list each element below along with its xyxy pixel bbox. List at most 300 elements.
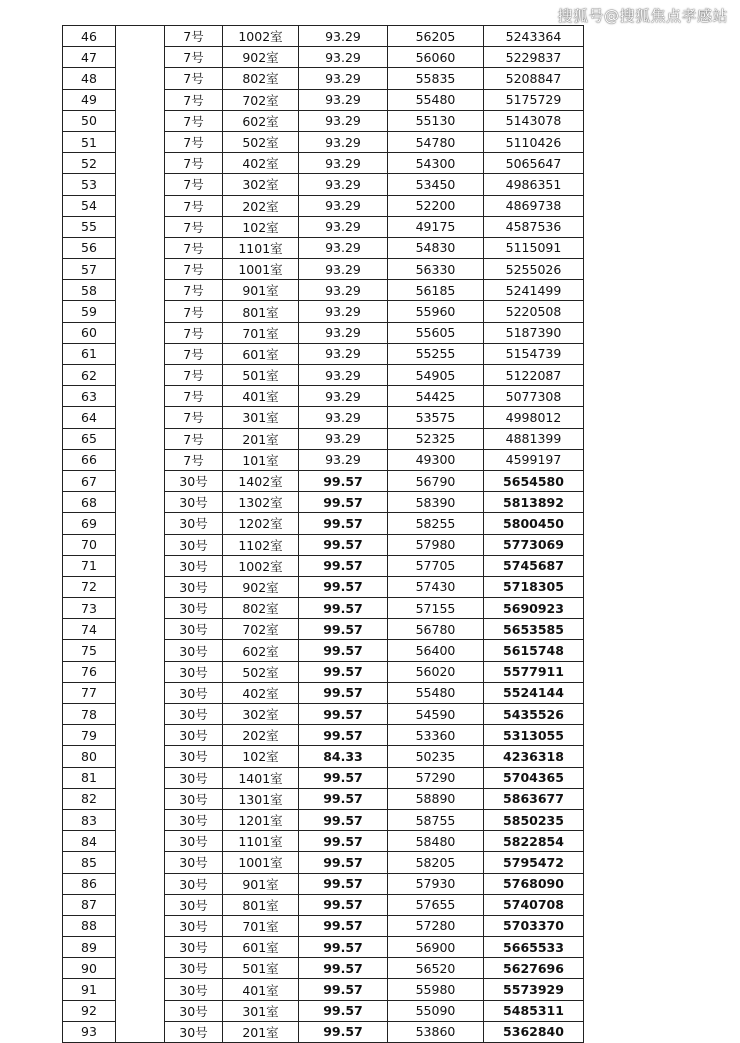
unit-price-cell: 55480 bbox=[388, 682, 484, 703]
table-row bbox=[63, 640, 584, 661]
gap-cell bbox=[116, 958, 165, 979]
gap-cell bbox=[116, 68, 165, 89]
room-cell: 302室 bbox=[223, 174, 299, 195]
area-cell: 99.57 bbox=[299, 937, 388, 958]
room-cell: 702室 bbox=[223, 89, 299, 110]
room-cell: 602室 bbox=[223, 640, 299, 661]
row-number-cell: 69 bbox=[63, 513, 116, 534]
building-cell: 30号 bbox=[165, 958, 223, 979]
total-price-cell: 5863677 bbox=[484, 788, 584, 809]
room-cell: 901室 bbox=[223, 873, 299, 894]
building-cell: 7号 bbox=[165, 26, 223, 47]
unit-price-cell: 56060 bbox=[388, 47, 484, 68]
total-price-cell: 5850235 bbox=[484, 809, 584, 830]
total-price-cell: 5627696 bbox=[484, 958, 584, 979]
room-cell: 1002室 bbox=[223, 555, 299, 576]
unit-price-cell: 55255 bbox=[388, 343, 484, 364]
building-cell: 30号 bbox=[165, 915, 223, 936]
unit-price-cell: 57430 bbox=[388, 576, 484, 597]
table-row bbox=[63, 407, 584, 428]
room-cell: 501室 bbox=[223, 958, 299, 979]
table-row bbox=[63, 915, 584, 936]
total-price-cell: 5077308 bbox=[484, 386, 584, 407]
gap-cell bbox=[116, 534, 165, 555]
unit-price-cell: 55835 bbox=[388, 68, 484, 89]
room-cell: 802室 bbox=[223, 598, 299, 619]
area-cell: 99.57 bbox=[299, 661, 388, 682]
unit-price-cell: 53360 bbox=[388, 725, 484, 746]
gap-cell bbox=[116, 343, 165, 364]
room-cell: 502室 bbox=[223, 131, 299, 152]
total-price-cell: 5524144 bbox=[484, 682, 584, 703]
row-number-cell: 72 bbox=[63, 576, 116, 597]
gap-cell bbox=[116, 788, 165, 809]
unit-price-cell: 57930 bbox=[388, 873, 484, 894]
table-row bbox=[63, 873, 584, 894]
area-cell: 99.57 bbox=[299, 640, 388, 661]
row-number-cell: 67 bbox=[63, 470, 116, 491]
row-number-cell: 86 bbox=[63, 873, 116, 894]
building-cell: 7号 bbox=[165, 322, 223, 343]
unit-price-cell: 58755 bbox=[388, 809, 484, 830]
unit-price-cell: 50235 bbox=[388, 746, 484, 767]
room-cell: 201室 bbox=[223, 428, 299, 449]
price-list-body bbox=[63, 26, 584, 1043]
table-row bbox=[63, 195, 584, 216]
table-row bbox=[63, 26, 584, 47]
building-cell: 30号 bbox=[165, 831, 223, 852]
unit-price-cell: 54425 bbox=[388, 386, 484, 407]
area-cell: 99.57 bbox=[299, 788, 388, 809]
row-number-cell: 79 bbox=[63, 725, 116, 746]
area-cell: 99.57 bbox=[299, 725, 388, 746]
table-row bbox=[63, 619, 584, 640]
gap-cell bbox=[116, 259, 165, 280]
area-cell: 99.57 bbox=[299, 852, 388, 873]
unit-price-cell: 56400 bbox=[388, 640, 484, 661]
table-row bbox=[63, 958, 584, 979]
gap-cell bbox=[116, 831, 165, 852]
area-cell: 99.57 bbox=[299, 1000, 388, 1021]
source-watermark: 搜狐号@搜狐焦点孝感站 bbox=[557, 7, 728, 25]
row-number-cell: 81 bbox=[63, 767, 116, 788]
building-cell: 30号 bbox=[165, 598, 223, 619]
gap-cell bbox=[116, 682, 165, 703]
unit-price-cell: 56205 bbox=[388, 26, 484, 47]
row-number-cell: 54 bbox=[63, 195, 116, 216]
room-cell: 101室 bbox=[223, 449, 299, 470]
building-cell: 30号 bbox=[165, 852, 223, 873]
area-cell: 93.29 bbox=[299, 259, 388, 280]
unit-price-cell: 54905 bbox=[388, 365, 484, 386]
table-row bbox=[63, 513, 584, 534]
unit-price-cell: 55090 bbox=[388, 1000, 484, 1021]
gap-cell bbox=[116, 598, 165, 619]
total-price-cell: 5718305 bbox=[484, 576, 584, 597]
building-cell: 7号 bbox=[165, 449, 223, 470]
total-price-cell: 5122087 bbox=[484, 365, 584, 386]
unit-price-cell: 55130 bbox=[388, 110, 484, 131]
total-price-cell: 5813892 bbox=[484, 492, 584, 513]
total-price-cell: 5795472 bbox=[484, 852, 584, 873]
table-row bbox=[63, 788, 584, 809]
gap-cell bbox=[116, 492, 165, 513]
row-number-cell: 88 bbox=[63, 915, 116, 936]
room-cell: 1301室 bbox=[223, 788, 299, 809]
room-cell: 1102室 bbox=[223, 534, 299, 555]
table-row bbox=[63, 470, 584, 491]
building-cell: 7号 bbox=[165, 280, 223, 301]
area-cell: 99.57 bbox=[299, 576, 388, 597]
gap-cell bbox=[116, 195, 165, 216]
room-cell: 701室 bbox=[223, 322, 299, 343]
area-cell: 99.57 bbox=[299, 915, 388, 936]
row-number-cell: 73 bbox=[63, 598, 116, 619]
total-price-cell: 5615748 bbox=[484, 640, 584, 661]
area-cell: 93.29 bbox=[299, 237, 388, 258]
area-cell: 99.57 bbox=[299, 619, 388, 640]
total-price-cell: 5577911 bbox=[484, 661, 584, 682]
unit-price-cell: 58255 bbox=[388, 513, 484, 534]
building-cell: 7号 bbox=[165, 237, 223, 258]
table-row bbox=[63, 280, 584, 301]
area-cell: 99.57 bbox=[299, 894, 388, 915]
total-price-cell: 4869738 bbox=[484, 195, 584, 216]
row-number-cell: 59 bbox=[63, 301, 116, 322]
total-price-cell: 5654580 bbox=[484, 470, 584, 491]
gap-cell bbox=[116, 322, 165, 343]
total-price-cell: 5435526 bbox=[484, 704, 584, 725]
row-number-cell: 55 bbox=[63, 216, 116, 237]
total-price-cell: 4881399 bbox=[484, 428, 584, 449]
row-number-cell: 53 bbox=[63, 174, 116, 195]
total-price-cell: 5208847 bbox=[484, 68, 584, 89]
gap-cell bbox=[116, 280, 165, 301]
gap-cell bbox=[116, 174, 165, 195]
room-cell: 202室 bbox=[223, 195, 299, 216]
building-cell: 7号 bbox=[165, 386, 223, 407]
total-price-cell: 5665533 bbox=[484, 937, 584, 958]
building-cell: 30号 bbox=[165, 937, 223, 958]
room-cell: 1302室 bbox=[223, 492, 299, 513]
room-cell: 501室 bbox=[223, 365, 299, 386]
gap-cell bbox=[116, 746, 165, 767]
row-number-cell: 90 bbox=[63, 958, 116, 979]
total-price-cell: 5740708 bbox=[484, 894, 584, 915]
unit-price-cell: 58890 bbox=[388, 788, 484, 809]
table-row bbox=[63, 809, 584, 830]
room-cell: 601室 bbox=[223, 343, 299, 364]
gap-cell bbox=[116, 131, 165, 152]
room-cell: 1402室 bbox=[223, 470, 299, 491]
row-number-cell: 63 bbox=[63, 386, 116, 407]
row-number-cell: 48 bbox=[63, 68, 116, 89]
unit-price-cell: 58390 bbox=[388, 492, 484, 513]
area-cell: 99.57 bbox=[299, 492, 388, 513]
table-row bbox=[63, 576, 584, 597]
area-cell: 99.57 bbox=[299, 470, 388, 491]
total-price-cell: 5745687 bbox=[484, 555, 584, 576]
table-row bbox=[63, 831, 584, 852]
room-cell: 1101室 bbox=[223, 831, 299, 852]
unit-price-cell: 55480 bbox=[388, 89, 484, 110]
row-number-cell: 57 bbox=[63, 259, 116, 280]
building-cell: 7号 bbox=[165, 216, 223, 237]
row-number-cell: 78 bbox=[63, 704, 116, 725]
building-cell: 7号 bbox=[165, 110, 223, 131]
table-row bbox=[63, 216, 584, 237]
total-price-cell: 5822854 bbox=[484, 831, 584, 852]
area-cell: 99.57 bbox=[299, 809, 388, 830]
total-price-cell: 4236318 bbox=[484, 746, 584, 767]
table-row bbox=[63, 704, 584, 725]
row-number-cell: 66 bbox=[63, 449, 116, 470]
table-row bbox=[63, 449, 584, 470]
building-cell: 7号 bbox=[165, 174, 223, 195]
gap-cell bbox=[116, 640, 165, 661]
total-price-cell: 5773069 bbox=[484, 534, 584, 555]
room-cell: 902室 bbox=[223, 576, 299, 597]
table-row bbox=[63, 68, 584, 89]
gap-cell bbox=[116, 809, 165, 830]
table-row bbox=[63, 682, 584, 703]
area-cell: 93.29 bbox=[299, 365, 388, 386]
gap-cell bbox=[116, 110, 165, 131]
unit-price-cell: 56780 bbox=[388, 619, 484, 640]
table-row bbox=[63, 301, 584, 322]
building-cell: 30号 bbox=[165, 492, 223, 513]
table-row bbox=[63, 492, 584, 513]
unit-price-cell: 52200 bbox=[388, 195, 484, 216]
row-number-cell: 83 bbox=[63, 809, 116, 830]
total-price-cell: 5573929 bbox=[484, 979, 584, 1000]
table-row bbox=[63, 174, 584, 195]
room-cell: 301室 bbox=[223, 1000, 299, 1021]
row-number-cell: 60 bbox=[63, 322, 116, 343]
building-cell: 30号 bbox=[165, 661, 223, 682]
gap-cell bbox=[116, 386, 165, 407]
table-row bbox=[63, 1021, 584, 1042]
building-cell: 30号 bbox=[165, 555, 223, 576]
area-cell: 99.57 bbox=[299, 873, 388, 894]
row-number-cell: 58 bbox=[63, 280, 116, 301]
gap-cell bbox=[116, 894, 165, 915]
row-number-cell: 47 bbox=[63, 47, 116, 68]
building-cell: 30号 bbox=[165, 704, 223, 725]
room-cell: 201室 bbox=[223, 1021, 299, 1042]
table-row bbox=[63, 767, 584, 788]
unit-price-cell: 54780 bbox=[388, 131, 484, 152]
building-cell: 7号 bbox=[165, 365, 223, 386]
area-cell: 93.29 bbox=[299, 343, 388, 364]
unit-price-cell: 57155 bbox=[388, 598, 484, 619]
area-cell: 93.29 bbox=[299, 89, 388, 110]
area-cell: 99.57 bbox=[299, 598, 388, 619]
unit-price-cell: 55605 bbox=[388, 322, 484, 343]
row-number-cell: 75 bbox=[63, 640, 116, 661]
table-row bbox=[63, 894, 584, 915]
room-cell: 1002室 bbox=[223, 26, 299, 47]
room-cell: 601室 bbox=[223, 937, 299, 958]
building-cell: 30号 bbox=[165, 576, 223, 597]
area-cell: 93.29 bbox=[299, 449, 388, 470]
table-row bbox=[63, 1000, 584, 1021]
table-row bbox=[63, 153, 584, 174]
building-cell: 30号 bbox=[165, 894, 223, 915]
building-cell: 30号 bbox=[165, 767, 223, 788]
area-cell: 93.29 bbox=[299, 386, 388, 407]
total-price-cell: 5485311 bbox=[484, 1000, 584, 1021]
building-cell: 7号 bbox=[165, 47, 223, 68]
building-cell: 30号 bbox=[165, 619, 223, 640]
total-price-cell: 4599197 bbox=[484, 449, 584, 470]
unit-price-cell: 54590 bbox=[388, 704, 484, 725]
area-cell: 99.57 bbox=[299, 513, 388, 534]
gap-cell bbox=[116, 365, 165, 386]
building-cell: 30号 bbox=[165, 640, 223, 661]
row-number-cell: 82 bbox=[63, 788, 116, 809]
total-price-cell: 5175729 bbox=[484, 89, 584, 110]
building-cell: 30号 bbox=[165, 534, 223, 555]
total-price-cell: 5187390 bbox=[484, 322, 584, 343]
room-cell: 1101室 bbox=[223, 237, 299, 258]
gap-cell bbox=[116, 1021, 165, 1042]
row-number-cell: 70 bbox=[63, 534, 116, 555]
row-number-cell: 87 bbox=[63, 894, 116, 915]
building-cell: 30号 bbox=[165, 513, 223, 534]
room-cell: 1401室 bbox=[223, 767, 299, 788]
unit-price-cell: 54300 bbox=[388, 153, 484, 174]
row-number-cell: 46 bbox=[63, 26, 116, 47]
area-cell: 93.29 bbox=[299, 407, 388, 428]
total-price-cell: 5143078 bbox=[484, 110, 584, 131]
unit-price-cell: 56790 bbox=[388, 470, 484, 491]
room-cell: 1001室 bbox=[223, 852, 299, 873]
table-row bbox=[63, 131, 584, 152]
total-price-cell: 5154739 bbox=[484, 343, 584, 364]
area-cell: 99.57 bbox=[299, 682, 388, 703]
gap-cell bbox=[116, 852, 165, 873]
room-cell: 801室 bbox=[223, 301, 299, 322]
area-cell: 93.29 bbox=[299, 26, 388, 47]
area-cell: 93.29 bbox=[299, 428, 388, 449]
row-number-cell: 74 bbox=[63, 619, 116, 640]
unit-price-cell: 57980 bbox=[388, 534, 484, 555]
building-cell: 30号 bbox=[165, 788, 223, 809]
table-row bbox=[63, 343, 584, 364]
building-cell: 30号 bbox=[165, 470, 223, 491]
total-price-cell: 5220508 bbox=[484, 301, 584, 322]
unit-price-cell: 57705 bbox=[388, 555, 484, 576]
area-cell: 93.29 bbox=[299, 68, 388, 89]
building-cell: 30号 bbox=[165, 809, 223, 830]
table-row bbox=[63, 386, 584, 407]
unit-price-cell: 58480 bbox=[388, 831, 484, 852]
area-cell: 99.57 bbox=[299, 555, 388, 576]
building-cell: 7号 bbox=[165, 259, 223, 280]
total-price-cell: 4587536 bbox=[484, 216, 584, 237]
building-cell: 7号 bbox=[165, 153, 223, 174]
building-cell: 7号 bbox=[165, 407, 223, 428]
unit-price-cell: 56900 bbox=[388, 937, 484, 958]
table-row bbox=[63, 47, 584, 68]
room-cell: 1001室 bbox=[223, 259, 299, 280]
area-cell: 93.29 bbox=[299, 195, 388, 216]
total-price-cell: 5255026 bbox=[484, 259, 584, 280]
gap-cell bbox=[116, 725, 165, 746]
area-cell: 99.57 bbox=[299, 1021, 388, 1042]
row-number-cell: 85 bbox=[63, 852, 116, 873]
gap-cell bbox=[116, 26, 165, 47]
gap-cell bbox=[116, 47, 165, 68]
total-price-cell: 5065647 bbox=[484, 153, 584, 174]
gap-cell bbox=[116, 449, 165, 470]
total-price-cell: 5110426 bbox=[484, 131, 584, 152]
total-price-cell: 5800450 bbox=[484, 513, 584, 534]
gap-cell bbox=[116, 237, 165, 258]
unit-price-cell: 49175 bbox=[388, 216, 484, 237]
room-cell: 401室 bbox=[223, 979, 299, 1000]
unit-price-cell: 56330 bbox=[388, 259, 484, 280]
table-row bbox=[63, 237, 584, 258]
gap-cell bbox=[116, 513, 165, 534]
total-price-cell: 5703370 bbox=[484, 915, 584, 936]
row-number-cell: 93 bbox=[63, 1021, 116, 1042]
gap-cell bbox=[116, 915, 165, 936]
gap-cell bbox=[116, 704, 165, 725]
unit-price-cell: 58205 bbox=[388, 852, 484, 873]
area-cell: 99.57 bbox=[299, 979, 388, 1000]
building-cell: 30号 bbox=[165, 873, 223, 894]
room-cell: 802室 bbox=[223, 68, 299, 89]
total-price-cell: 5115091 bbox=[484, 237, 584, 258]
row-number-cell: 51 bbox=[63, 131, 116, 152]
row-number-cell: 61 bbox=[63, 343, 116, 364]
unit-price-cell: 57290 bbox=[388, 767, 484, 788]
unit-price-cell: 53575 bbox=[388, 407, 484, 428]
unit-price-cell: 55980 bbox=[388, 979, 484, 1000]
room-cell: 102室 bbox=[223, 746, 299, 767]
row-number-cell: 92 bbox=[63, 1000, 116, 1021]
room-cell: 102室 bbox=[223, 216, 299, 237]
gap-cell bbox=[116, 470, 165, 491]
table-row bbox=[63, 725, 584, 746]
building-cell: 30号 bbox=[165, 682, 223, 703]
unit-price-cell: 53860 bbox=[388, 1021, 484, 1042]
area-cell: 93.29 bbox=[299, 131, 388, 152]
total-price-cell: 5243364 bbox=[484, 26, 584, 47]
building-cell: 30号 bbox=[165, 1000, 223, 1021]
gap-cell bbox=[116, 661, 165, 682]
room-cell: 402室 bbox=[223, 682, 299, 703]
area-cell: 93.29 bbox=[299, 322, 388, 343]
area-cell: 93.29 bbox=[299, 47, 388, 68]
total-price-cell: 5690923 bbox=[484, 598, 584, 619]
row-number-cell: 77 bbox=[63, 682, 116, 703]
building-cell: 7号 bbox=[165, 301, 223, 322]
unit-price-cell: 52325 bbox=[388, 428, 484, 449]
room-cell: 701室 bbox=[223, 915, 299, 936]
total-price-cell: 5362840 bbox=[484, 1021, 584, 1042]
row-number-cell: 64 bbox=[63, 407, 116, 428]
gap-cell bbox=[116, 153, 165, 174]
unit-price-cell: 56020 bbox=[388, 661, 484, 682]
row-number-cell: 52 bbox=[63, 153, 116, 174]
total-price-cell: 5653585 bbox=[484, 619, 584, 640]
total-price-cell: 4986351 bbox=[484, 174, 584, 195]
gap-cell bbox=[116, 937, 165, 958]
room-cell: 401室 bbox=[223, 386, 299, 407]
